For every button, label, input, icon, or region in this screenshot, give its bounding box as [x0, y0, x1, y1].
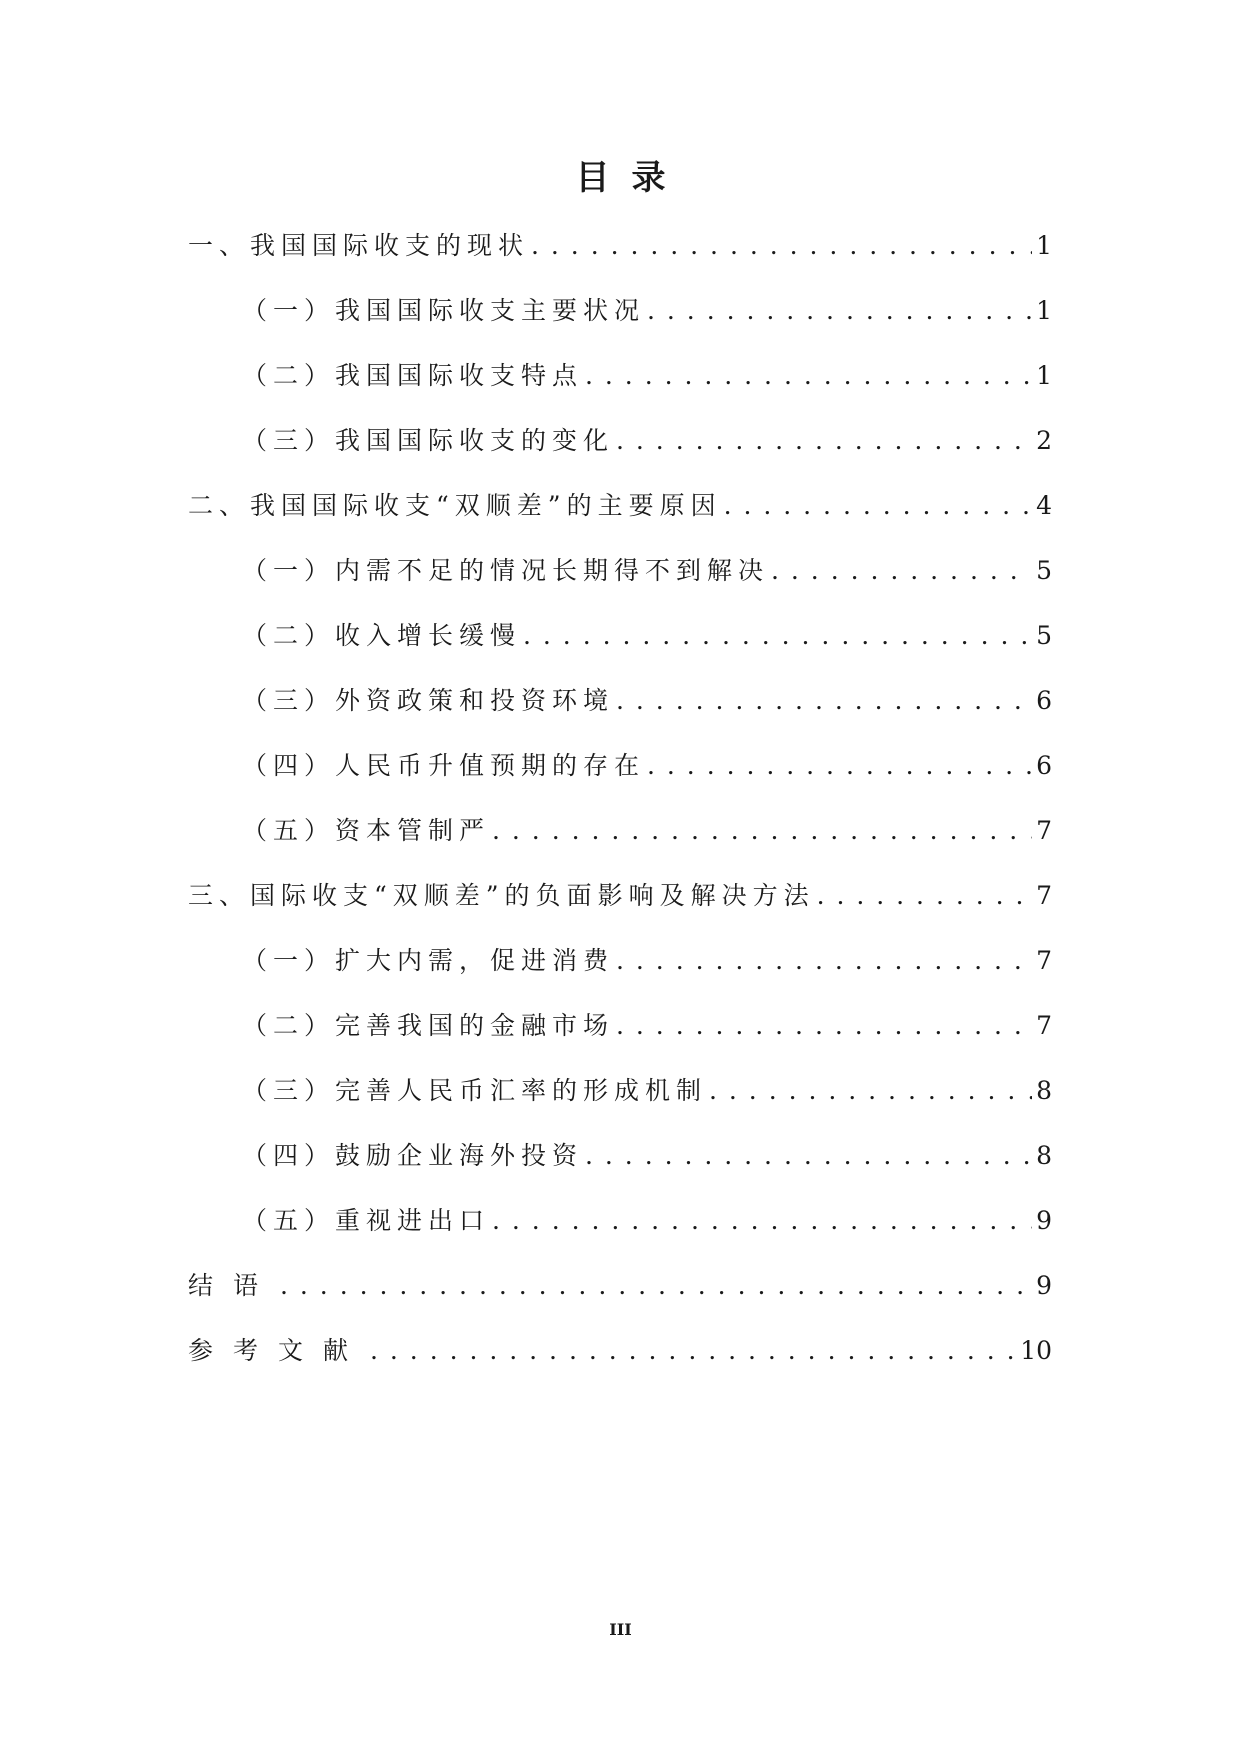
- toc-entry-chapter-1[interactable]: [188, 226, 1052, 291]
- toc-page-number: 4: [1036, 491, 1052, 520]
- toc-dot-leader: [585, 356, 1032, 396]
- toc-entry-title: （三）外资政策和投资环境: [242, 686, 615, 715]
- toc-entry-references[interactable]: [188, 1331, 1052, 1396]
- toc-page-number: 7: [1036, 881, 1052, 910]
- toc-entry-title: 三、国际收支“双顺差”的负面影响及解决方法: [188, 881, 815, 910]
- toc-dot-leader: [771, 551, 1032, 591]
- toc-page-number: 7: [1036, 946, 1052, 975]
- toc-entry-title: （一）扩大内需，促进消费: [242, 946, 615, 975]
- toc-page-number: 5: [1036, 621, 1052, 650]
- toc-dot-leader: [647, 291, 1032, 331]
- toc-entry-title: （四）人民币升值预期的存在: [242, 751, 646, 780]
- toc-page-number: 1: [1036, 231, 1052, 260]
- toc-dot-leader: [817, 876, 1033, 916]
- toc-dot-leader: [585, 1136, 1032, 1176]
- toc-page-number: 7: [1036, 1011, 1052, 1040]
- toc-entry-title: （五）资本管制严: [242, 816, 491, 845]
- toc-dot-leader: [616, 1006, 1032, 1046]
- toc-dot-leader: [647, 746, 1032, 786]
- toc-page-number: 6: [1036, 686, 1052, 715]
- toc-entry-section-2-4[interactable]: [188, 746, 1052, 811]
- toc-entry-section-2-1[interactable]: [188, 551, 1052, 616]
- toc-page-number: 1: [1036, 296, 1052, 325]
- toc-entry-title: （一）内需不足的情况长期得不到解决: [242, 556, 770, 585]
- toc-page-number: 6: [1036, 751, 1052, 780]
- toc-page-number: 2: [1036, 426, 1052, 455]
- toc-entry-title: 结语: [188, 1271, 279, 1300]
- table-of-contents: [188, 226, 1052, 1396]
- toc-entry-title: （二）我国国际收支特点: [242, 361, 584, 390]
- toc-entry-section-3-5[interactable]: [188, 1201, 1052, 1266]
- toc-entry-chapter-2[interactable]: [188, 486, 1052, 551]
- toc-entry-section-1-1[interactable]: [188, 291, 1052, 356]
- toc-page-number: 9: [1036, 1271, 1052, 1300]
- toc-entry-section-2-3[interactable]: [188, 681, 1052, 746]
- toc-entry-title: 一、我国国际收支的现状: [188, 231, 530, 260]
- toc-page-number: 7: [1036, 816, 1052, 845]
- page-number: III: [609, 1620, 632, 1639]
- toc-dot-leader: [523, 616, 1032, 656]
- toc-dot-leader: [616, 681, 1032, 721]
- toc-dot-leader: [709, 1071, 1032, 1111]
- toc-entry-title: （三）完善人民币汇率的形成机制: [242, 1076, 708, 1105]
- page-title: 目录: [575, 158, 688, 198]
- toc-entry-title: （四）鼓励企业海外投资: [242, 1141, 584, 1170]
- toc-entry-conclusion[interactable]: [188, 1266, 1052, 1331]
- toc-page-number: 1: [1036, 361, 1052, 390]
- toc-entry-section-2-2[interactable]: [188, 616, 1052, 681]
- toc-entry-title: （二）完善我国的金融市场: [242, 1011, 615, 1040]
- toc-page-number: 8: [1036, 1076, 1052, 1105]
- toc-dot-leader: [531, 226, 1032, 266]
- toc-dot-leader: [724, 486, 1033, 526]
- toc-entry-title: （一）我国国际收支主要状况: [242, 296, 646, 325]
- toc-dot-leader: [616, 941, 1032, 981]
- toc-dot-leader: [492, 1201, 1032, 1241]
- toc-entry-title: 参考文献: [188, 1336, 369, 1365]
- toc-dot-leader: [370, 1331, 1016, 1371]
- toc-entry-section-3-2[interactable]: [188, 1006, 1052, 1071]
- toc-entry-section-2-5[interactable]: [188, 811, 1052, 876]
- toc-entry-title: （二）收入增长缓慢: [242, 621, 522, 650]
- toc-entry-section-3-3[interactable]: [188, 1071, 1052, 1136]
- toc-entry-title: （五）重视进出口: [242, 1206, 491, 1235]
- toc-page-number: 9: [1036, 1206, 1052, 1235]
- toc-page-number: 10: [1020, 1336, 1052, 1365]
- toc-dot-leader: [492, 811, 1032, 851]
- toc-entry-section-3-4[interactable]: [188, 1136, 1052, 1201]
- toc-entry-chapter-3[interactable]: [188, 876, 1052, 941]
- toc-entry-title: （三）我国国际收支的变化: [242, 426, 615, 455]
- toc-entry-section-3-1[interactable]: [188, 941, 1052, 1006]
- toc-entry-title: 二、我国国际收支“双顺差”的主要原因: [188, 491, 722, 520]
- toc-dot-leader: [616, 421, 1032, 461]
- toc-page-number: 5: [1036, 556, 1052, 585]
- toc-entry-section-1-3[interactable]: [188, 421, 1052, 486]
- toc-dot-leader: [280, 1266, 1032, 1306]
- toc-page-number: 8: [1036, 1141, 1052, 1170]
- toc-entry-section-1-2[interactable]: [188, 356, 1052, 421]
